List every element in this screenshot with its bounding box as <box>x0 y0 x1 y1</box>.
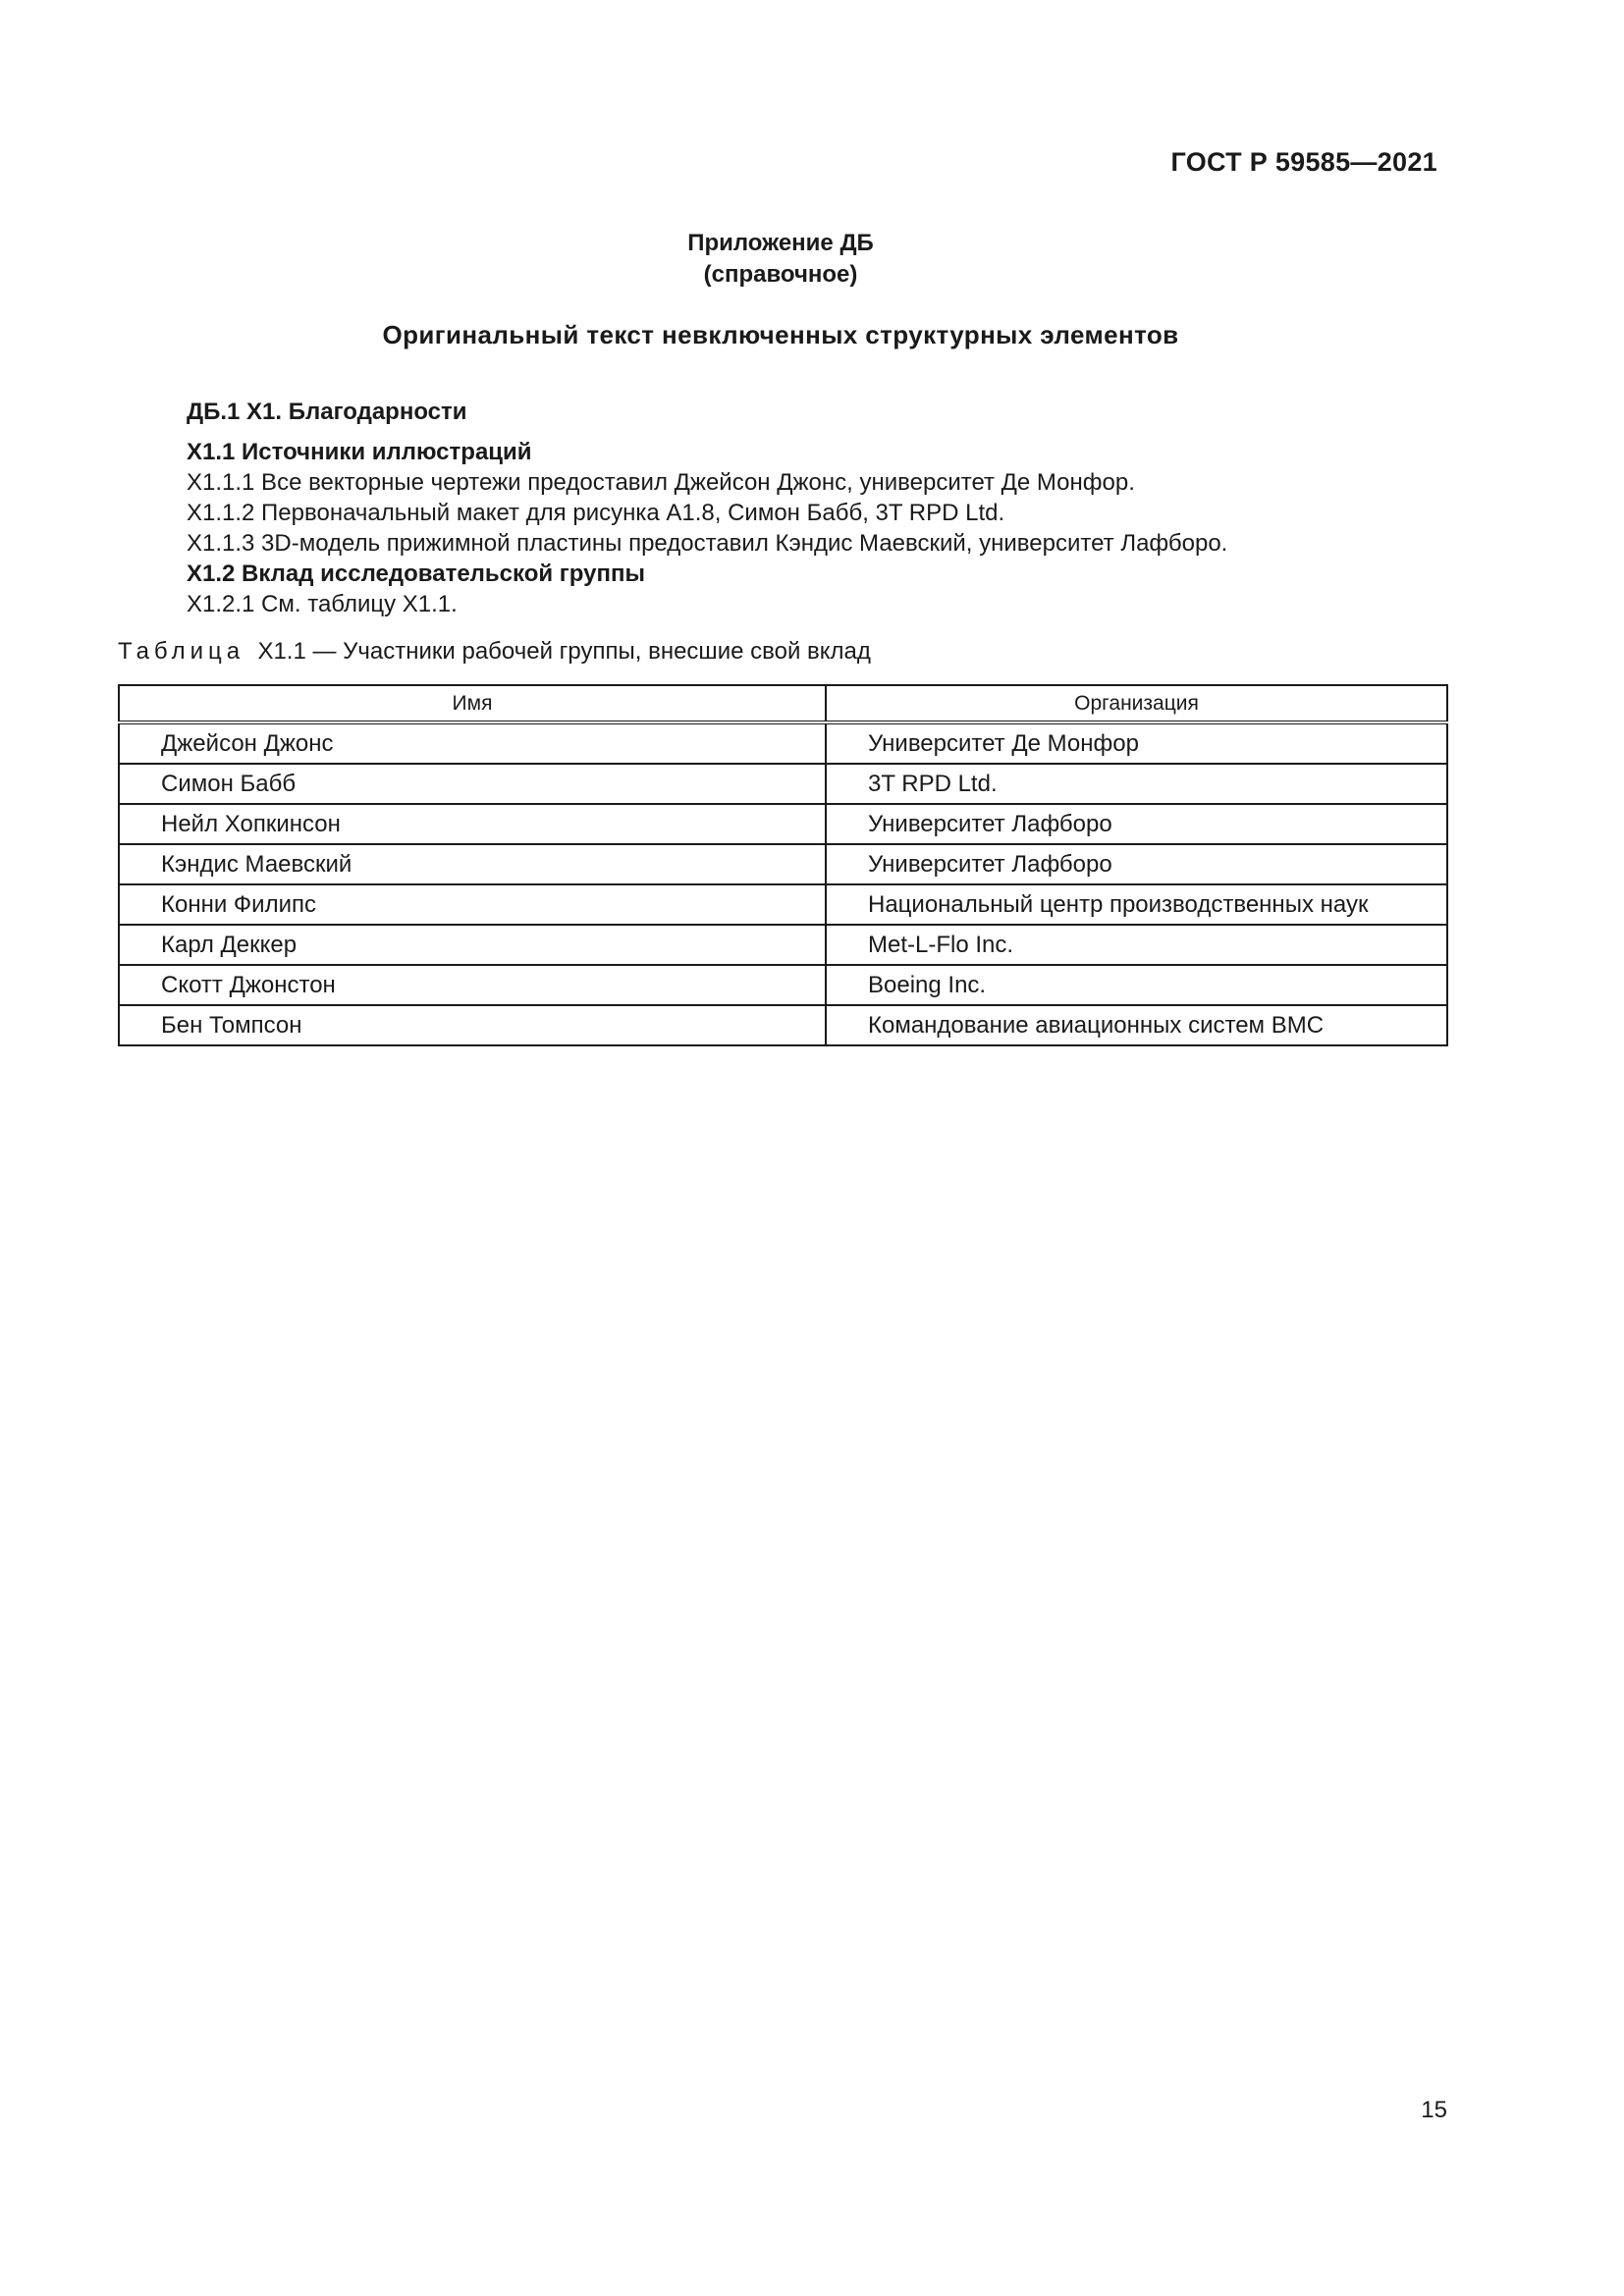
cell-name: Нейл Хопкинсон <box>119 804 826 844</box>
section-heading: ДБ.1 X1. Благодарности <box>187 399 467 425</box>
cell-name: Карл Деккер <box>119 925 826 965</box>
paragraph-x1-1-2: X1.1.2 Первоначальный макет для рисунка А1.8, Симон Бабб, 3T RPD Ltd. <box>187 500 1005 526</box>
table-row <box>119 965 1447 1005</box>
subsection-heading-research-group: X1.2 Вклад исследовательской группы <box>187 561 645 587</box>
table-caption <box>118 638 871 666</box>
table-row <box>119 722 1447 764</box>
paragraph-x1-2-1: X1.2.1 См. таблицу X1.1. <box>187 591 458 617</box>
table-row <box>119 1005 1447 1045</box>
cell-name: Джейсон Джонс <box>119 722 826 764</box>
participants-table <box>118 684 1448 1046</box>
annex-title: Приложение ДБ <box>687 230 874 256</box>
cell-name: Бен Томпсон <box>119 1005 826 1045</box>
cell-name: Конни Филипс <box>119 884 826 925</box>
cell-organization: Командование авиационных систем ВМС <box>826 1005 1447 1045</box>
table-caption-text: X1.1 — Участники рабочей группы, внесшие свой вклад <box>257 638 871 665</box>
paragraph-x1-1-1: X1.1.1 Все векторные чертежи предоставил Джейсон Джонс, университет Де Монфор. <box>187 469 1135 496</box>
page-number: 15 <box>1421 2097 1447 2123</box>
cell-name: Кэндис Маевский <box>119 844 826 884</box>
paragraph-x1-1-3: X1.1.3 3D-модель прижимной пластины предоставил Кэндис Маевский, университет Лафборо. <box>187 530 1228 557</box>
document-title: Оригинальный текст невключенных структурных элементов <box>382 320 1179 349</box>
cell-organization: Университет Лафборо <box>826 844 1447 884</box>
section-body <box>187 397 1443 619</box>
column-header-organization: Организация <box>826 685 1447 722</box>
table-header-row <box>119 685 1447 722</box>
table-row <box>119 925 1447 965</box>
cell-organization: Университет Де Монфор <box>826 722 1447 764</box>
subsection-heading-illustrations: X1.1 Источники иллюстраций <box>187 439 532 465</box>
cell-name: Симон Бабб <box>119 764 826 804</box>
cell-organization: 3T RPD Ltd. <box>826 764 1447 804</box>
standard-designation: ГОСТ Р 59585—2021 <box>1170 147 1437 177</box>
cell-name: Скотт Джонстон <box>119 965 826 1005</box>
annex-heading <box>0 228 1561 291</box>
table-row <box>119 844 1447 884</box>
table-caption-label: Таблица <box>118 638 245 665</box>
column-header-name: Имя <box>119 685 826 722</box>
table-row <box>119 764 1447 804</box>
table-row <box>119 884 1447 925</box>
cell-organization: Университет Лафборо <box>826 804 1447 844</box>
table-row <box>119 804 1447 844</box>
annex-type: (справочное) <box>703 261 858 288</box>
cell-organization: Национальный центр производственных наук <box>826 884 1447 925</box>
cell-organization: Boeing Inc. <box>826 965 1447 1005</box>
cell-organization: Met-L-Flo Inc. <box>826 925 1447 965</box>
